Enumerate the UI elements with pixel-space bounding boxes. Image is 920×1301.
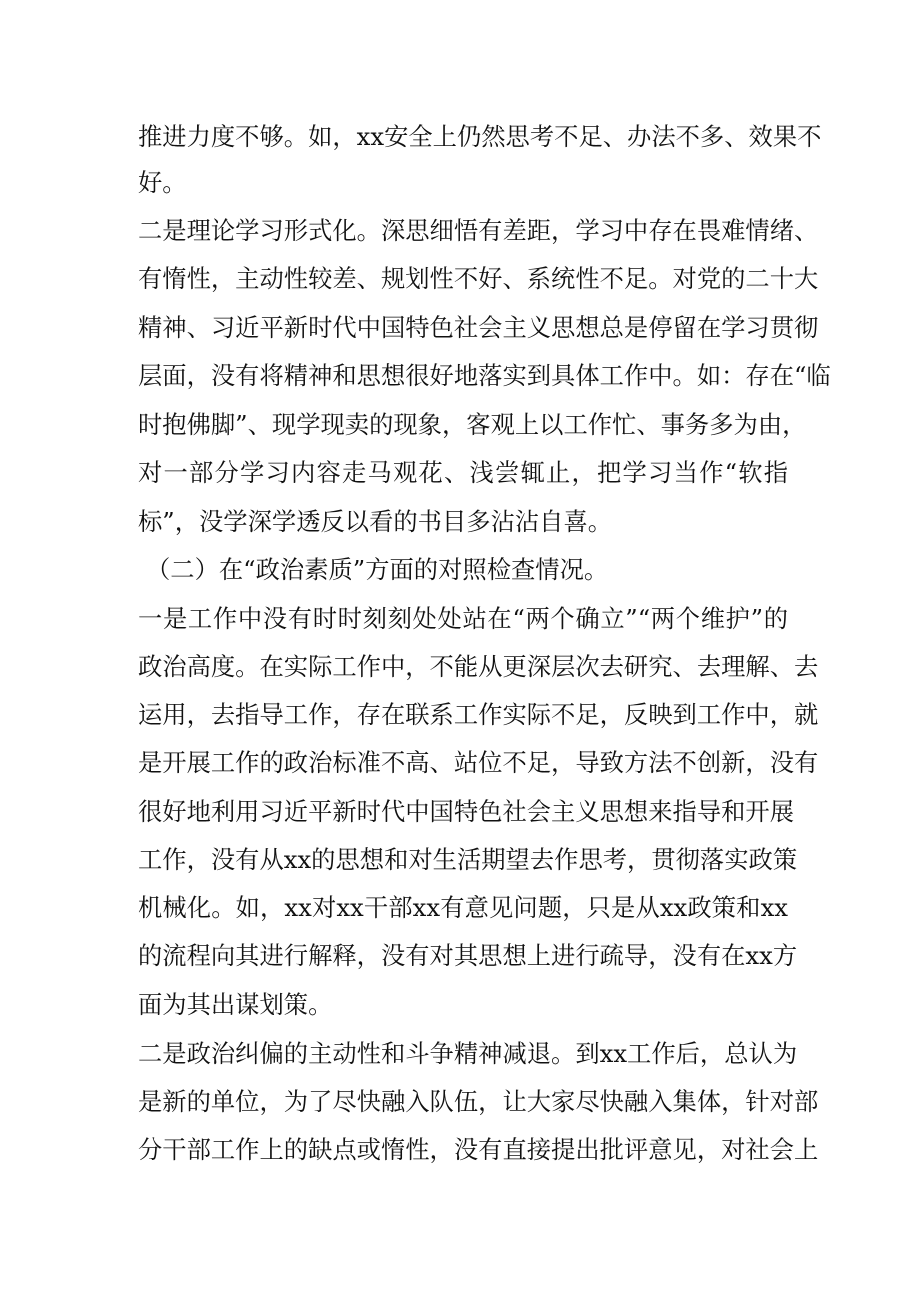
text-line: 面为其出谋划策。 [138, 990, 333, 1019]
text-line: 精神、习近平新时代中国特色社会主义思想总是停留在学习贯彻 [138, 313, 819, 342]
text-line: 是新的单位，为了尽快融入队伍，让大家尽快融入集体，针对部 [138, 1087, 819, 1116]
text-line: 二是政治纠偏的主动性和斗争精神减退。到xx工作后，总认为 [138, 1039, 798, 1068]
text-line: 是开展工作的政治标准不高、站位不足，导致方法不创新，没有 [138, 748, 819, 777]
text-line: 政治高度。在实际工作中，不能从更深层次去研究、去理解、去 [138, 652, 819, 681]
section-heading: （二）在“政治素质”方面的对照检查情况。 [146, 555, 609, 584]
text-line: 工作，没有从xx的思想和对生活期望去作思考，贯彻落实政策 [138, 845, 798, 874]
text-line: 很好地利用习近平新时代中国特色社会主义思想来指导和开展 [138, 797, 795, 826]
text-line: 运用，去指导工作，存在联系工作实际不足，反映到工作中，就 [138, 700, 819, 729]
text-line: 二是理论学习形式化。深思细悟有差距，学习中存在畏难情绪、 [138, 216, 819, 245]
text-line: 有惰性，主动性较差、规划性不好、系统性不足。对党的二十大 [138, 264, 819, 293]
text-line: 推进力度不够。如，xx安全上仍然思考不足、办法不多、效果不 [138, 122, 822, 151]
text-line: 标”，没学深学透反以看的书目多沾沾自喜。 [138, 507, 613, 536]
text-line: 一是工作中没有时时刻刻处处站在“两个确立”“两个维护”的 [138, 604, 788, 633]
text-line: 的流程向其进行解释，没有对其思想上进行疏导，没有在xx方 [138, 941, 798, 970]
text-line: 时抱佛脚”、现学现卖的现象，客观上以工作忙、事务多为由， [138, 410, 807, 439]
text-line: 分干部工作上的缺点或惰性，没有直接提出批评意见，对社会上 [138, 1135, 819, 1164]
text-line: 好。 [138, 168, 187, 197]
text-line: 对一部分学习内容走马观花、浅尝辄止，把学习当作“软指 [138, 458, 788, 487]
text-line: 机械化。如，xx对xx干部xx有意见问题，只是从xx政策和xx [138, 893, 788, 922]
text-line: 层面，没有将精神和思想很好地落实到具体工作中。如：存在“临 [138, 361, 831, 390]
